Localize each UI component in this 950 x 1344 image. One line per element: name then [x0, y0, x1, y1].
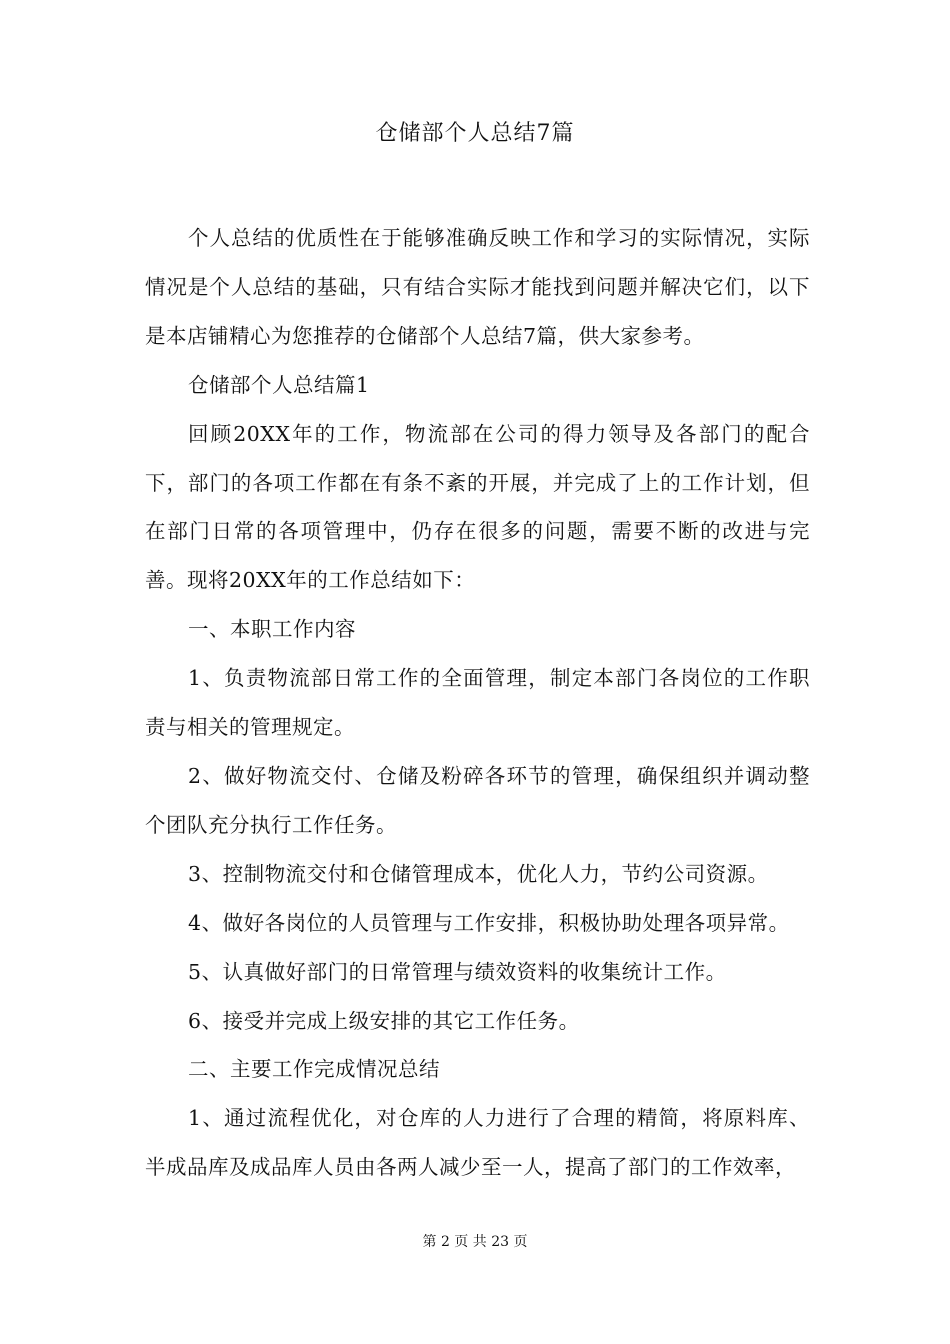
- list-item: 2、做好物流交付、仓储及粉碎各环节的管理，确保组织并调动整个团队充分执行工作任务。: [145, 763, 810, 837]
- subsection-heading: 二、主要工作完成情况总结: [188, 1057, 441, 1082]
- list-item: 3、控制物流交付和仓储管理成本，优化人力，节约公司资源。: [188, 861, 769, 886]
- document-body: [145, 214, 810, 1192]
- list-item: 5、认真做好部门的日常管理与绩效资料的收集统计工作。: [188, 959, 727, 984]
- intro-paragraph: 个人总结的优质性在于能够准确反映工作和学习的实际情况，实际情况是个人总结的基础，只有结合实际才能找到问题并解决它们，以下是本店铺精心为您推荐的仓储部个人总结7篇，供大家参考。: [145, 226, 810, 348]
- list-item: 4、做好各岗位的人员管理与工作安排，积极协助处理各项异常。: [188, 910, 790, 935]
- subsection-heading: 一、本职工作内容: [188, 617, 357, 642]
- section-heading: 仓储部个人总结篇1: [188, 372, 370, 397]
- list-item: 1、负责物流部日常工作的全面管理，制定本部门各岗位的工作职责与相关的管理规定。: [145, 666, 810, 740]
- page-number: 第 2 页 共 23 页: [422, 1234, 528, 1250]
- body-paragraph: 回顾20XX年的工作，物流部在公司的得力领导及各部门的配合下，部门的各项工作都在有条不紊的开展，并完成了上的工作计划，但在部门日常的各项管理中，仍存在很多的问题，需要不断的改进与完善。现将20XX年的工作总结如下：: [145, 421, 810, 593]
- list-item: 1、通过流程优化，对仓库的人力进行了合理的精简，将原料库、半成品库及成品库人员由各两人减少至一人，提高了部门的工作效率，: [145, 1106, 810, 1180]
- document-title: 仓储部个人总结7篇: [375, 121, 575, 146]
- list-item: 6、接受并完成上级安排的其它工作任务。: [188, 1008, 580, 1033]
